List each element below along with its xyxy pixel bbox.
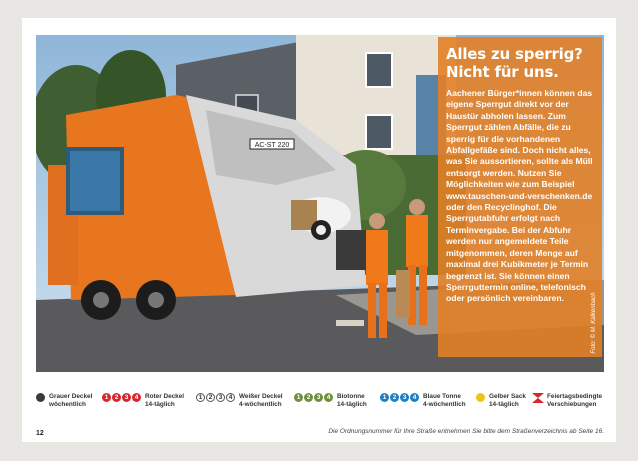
yellow-dot-icon	[476, 393, 485, 402]
red-number-icon: 4	[132, 393, 141, 402]
legend-item-holiday-shift: Feiertagsbedingte Verschiebungen	[532, 393, 602, 408]
legend-item-yellow-bag: Gelber Sack 14-täglich	[476, 393, 526, 408]
legend-item-grey-lid: Grauer Deckel wöchentlich	[36, 393, 92, 408]
page-number: 12	[36, 430, 44, 437]
brochure-page	[22, 18, 616, 442]
blue-number-icon: 1	[380, 393, 389, 402]
blue-number-icon: 2	[390, 393, 399, 402]
white-number-icon: 4	[226, 393, 235, 402]
green-number-icon: 1	[294, 393, 303, 402]
green-number-icon: 2	[304, 393, 313, 402]
title-line-2: Nicht für uns.	[446, 63, 559, 81]
red-number-icon: 2	[112, 393, 121, 402]
collection-legend	[36, 393, 606, 415]
blue-number-icon: 3	[400, 393, 409, 402]
article-panel	[438, 37, 602, 357]
article-body: Aachener Bürger*innen können das eigene Sperrgut direkt vor der Haustür abholen lassen. Zum Sperrgut zählen Abfälle, die zu sperrig für die vorhandenen Abfallgefäße sind. Doch nicht alles, was Sie aussortieren, sollte als Müll entsorgt werden. Nutzen Sie Möglichkeiten wie zum Beispiel www.tauschen-und-verschenken.de oder den Recyclinghof. Die Sperrgutabfuhr erfolgt nach Terminvergabe. Bei der Abfuhr werden nur angemeldete Teile mitgenommen, deren Menge auf maximal drei Kubikmeter je Termin begrenzt ist. Sie können einen Sperrguttermin online, telefonisch oder persönlich vereinbaren.	[446, 88, 593, 304]
legend-item-red-lid: 1 2 3 4 Roter Deckel 14-täglich	[102, 393, 184, 408]
red-number-icon: 1	[102, 393, 111, 402]
street-index-note: Die Ordnungsnummer für Ihre Straße entnehmen Sie bitte dem Straßenverzeichnis ab Seite 16.	[328, 428, 604, 435]
legend-item-white-lid: 1 2 3 4 Weißer Deckel 4-wöchentlich	[196, 393, 283, 408]
white-number-icon: 3	[216, 393, 225, 402]
green-number-icon: 4	[324, 393, 333, 402]
legend-item-bio-bin: 1 2 3 4 Biotonne 14-täglich	[294, 393, 367, 408]
holiday-shift-icon	[532, 393, 544, 403]
white-number-icon: 2	[206, 393, 215, 402]
article-title	[446, 45, 594, 81]
photo-credit-text: Foto: © M. Kalkenbach	[591, 292, 597, 354]
red-number-icon: 3	[122, 393, 131, 402]
white-number-icon: 1	[196, 393, 205, 402]
green-number-icon: 3	[314, 393, 323, 402]
grey-dot-icon	[36, 393, 45, 402]
blue-number-icon: 4	[410, 393, 419, 402]
photo-credit	[590, 290, 598, 362]
title-line-1: Alles zu sperrig?	[446, 45, 583, 63]
license-plate: AC-ST 220	[254, 142, 290, 149]
legend-item-blue-bin: 1 2 3 4 Blaue Tonne 4-wöchentlich	[380, 393, 466, 408]
